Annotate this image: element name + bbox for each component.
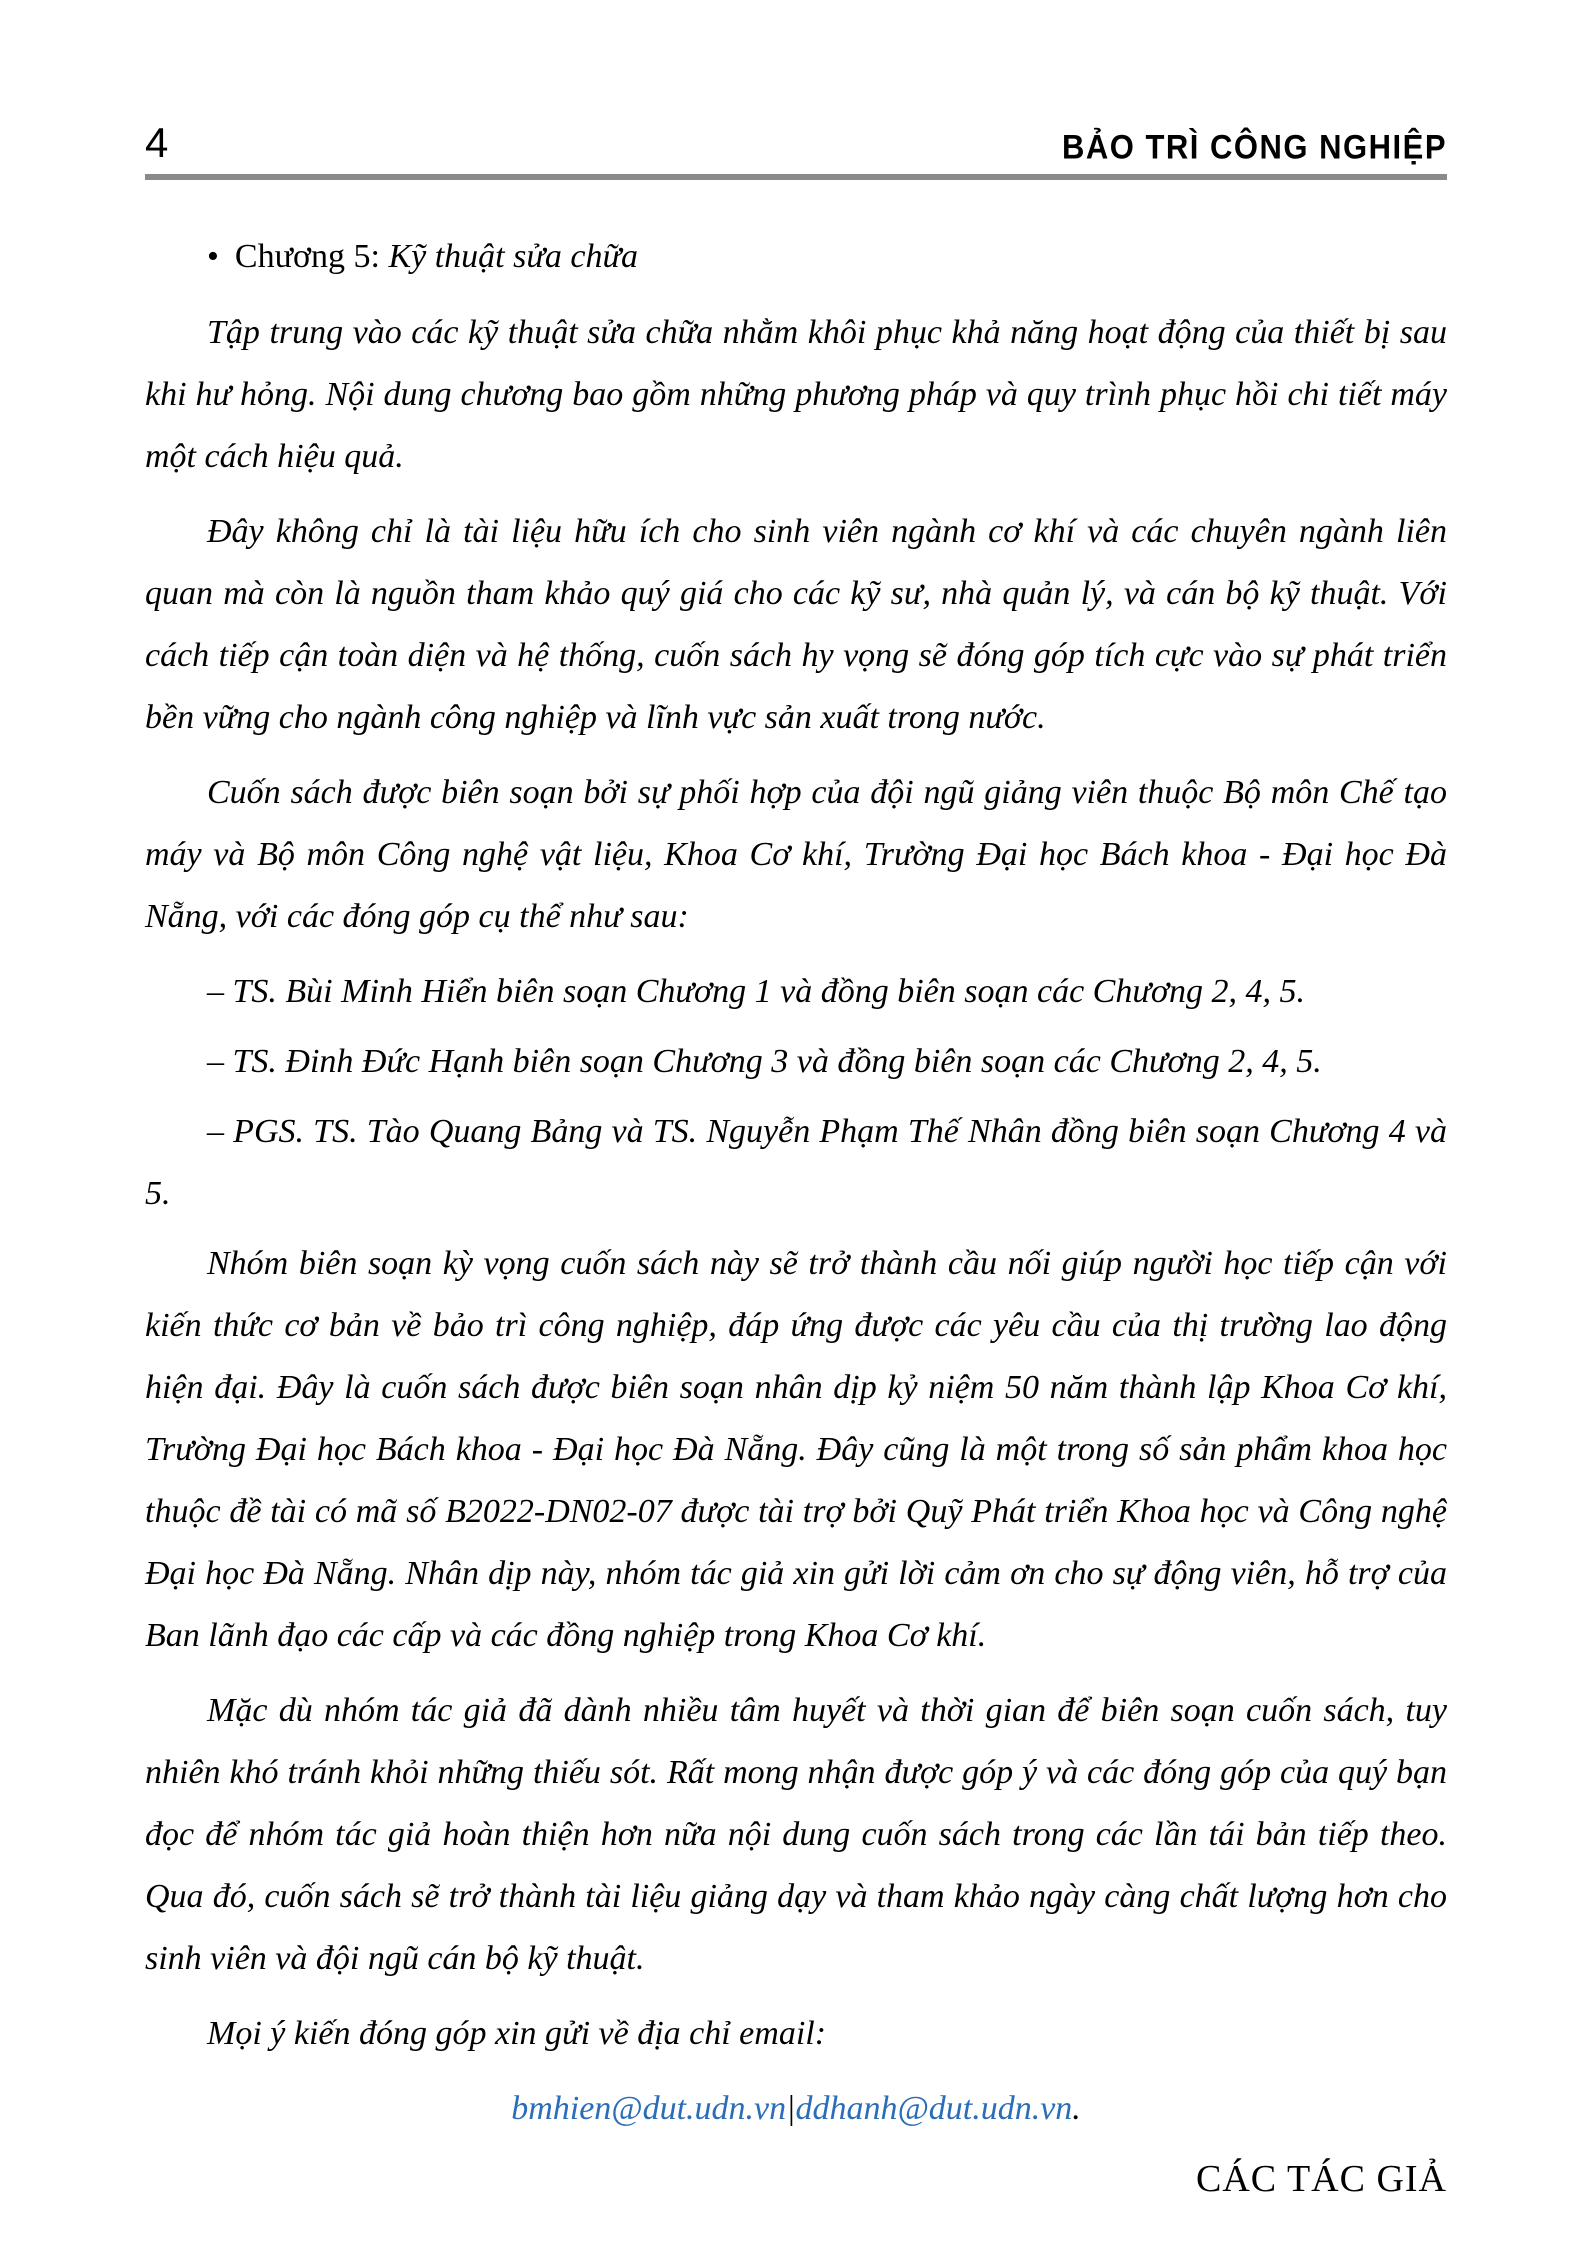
paragraph-compilation-intro: Cuốn sách được biên soạn bởi sự phối hợp của đội ngũ giảng viên thuộc Bộ môn Chế tạo máy và Bộ môn Công nghệ vật liệu, Khoa Cơ khí, Trường Đại học Bách khoa - Đại học Đà Nẵng, với các đóng góp cụ thể như sau: (145, 774, 1447, 935)
running-title: BẢO TRÌ CÔNG NGHIỆP (1061, 127, 1447, 167)
email-line (145, 2078, 1447, 2140)
chapter-title: Kỹ thuật sửa chữa (388, 238, 639, 275)
chapter-label: Chương 5: (234, 238, 380, 275)
page-number: 4 (145, 119, 169, 166)
contributor-item-3: – PGS. TS. Tào Quang Bảng và TS. Nguyễn Phạm Thế Nhân đồng biên soạn Chương 4 và 5. (145, 1113, 1447, 1212)
email-suffix: . (1072, 2090, 1081, 2127)
email-separator: | (786, 2090, 796, 2127)
email-link-bmhien[interactable]: bmhien@dut.udn.vn (511, 2090, 787, 2127)
paragraph-expectations: Nhóm biên soạn kỳ vọng cuốn sách này sẽ trở thành cầu nối giúp người học tiếp cận với kiến thức cơ bản về bảo trì công nghiệp, đáp ứng được các yêu cầu của thị trường lao động hiện đại. Đây là cuốn sách được biên soạn nhân dịp kỷ niệm 50 năm thành lập Khoa Cơ khí, Trường Đại học Bách khoa - Đại học Đà Nẵng. Đây cũng là một trong số sản phẩm khoa học thuộc đề tài có mã số B2022-DN02-07 được tài trợ bởi Quỹ Phát triển Khoa học và Công nghệ Đại học Đà Nẵng. Nhân dịp này, nhóm tác giả xin gửi lời cảm ơn cho sự động viên, hỗ trợ của Ban lãnh đạo các cấp và các đồng nghiệp trong Khoa Cơ khí. (145, 1245, 1447, 1654)
paragraph-email-intro: Mọi ý kiến đóng góp xin gửi về địa chỉ email: (207, 2015, 827, 2052)
contributor-item-1: – TS. Bùi Minh Hiển biên soạn Chương 1 và đồng biên soạn các Chương 2, 4, 5. (207, 973, 1306, 1010)
paragraph-audience: Đây không chỉ là tài liệu hữu ích cho sinh viên ngành cơ khí và các chuyên ngành liên quan mà còn là nguồn tham khảo quý giá cho các kỹ sư, nhà quản lý, và cán bộ kỹ thuật. Với cách tiếp cận toàn diện và hệ thống, cuốn sách hy vọng sẽ đóng góp tích cực vào sự phát triển bền vững cho ngành công nghiệp và lĩnh vực sản xuất trong nước. (145, 513, 1447, 736)
bullet-icon: • (207, 238, 219, 275)
header-rule (145, 174, 1447, 180)
contributor-item-2: – TS. Đinh Đức Hạnh biên soạn Chương 3 và đồng biên soạn các Chương 2, 4, 5. (207, 1043, 1322, 1080)
chapter-bullet-item (145, 226, 1447, 288)
email-link-ddhanh[interactable]: ddhanh@dut.udn.vn (795, 2090, 1073, 2127)
running-header (0, 0, 1588, 167)
paragraph-chapter5-summary: Tập trung vào các kỹ thuật sửa chữa nhằm khôi phục khả năng hoạt động của thiết bị sau khi hư hỏng. Nội dung chương bao gồm những phương pháp và quy trình phục hồi chi tiết máy một cách hiệu quả. (145, 314, 1447, 475)
authors-signature: CÁC TÁC GIẢ (1196, 2158, 1447, 2200)
page-body (145, 226, 1447, 2204)
paragraph-feedback-request: Mặc dù nhóm tác giả đã dành nhiều tâm huyết và thời gian để biên soạn cuốn sách, tuy nhiên khó tránh khỏi những thiếu sót. Rất mong nhận được góp ý và các đóng góp của quý bạn đọc để nhóm tác giả hoàn thiện hơn nữa nội dung cuốn sách trong các lần tái bản tiếp theo. Qua đó, cuốn sách sẽ trở thành tài liệu giảng dạy và tham khảo ngày càng chất lượng hơn cho sinh viên và đội ngũ cán bộ kỹ thuật. (145, 1692, 1447, 1977)
